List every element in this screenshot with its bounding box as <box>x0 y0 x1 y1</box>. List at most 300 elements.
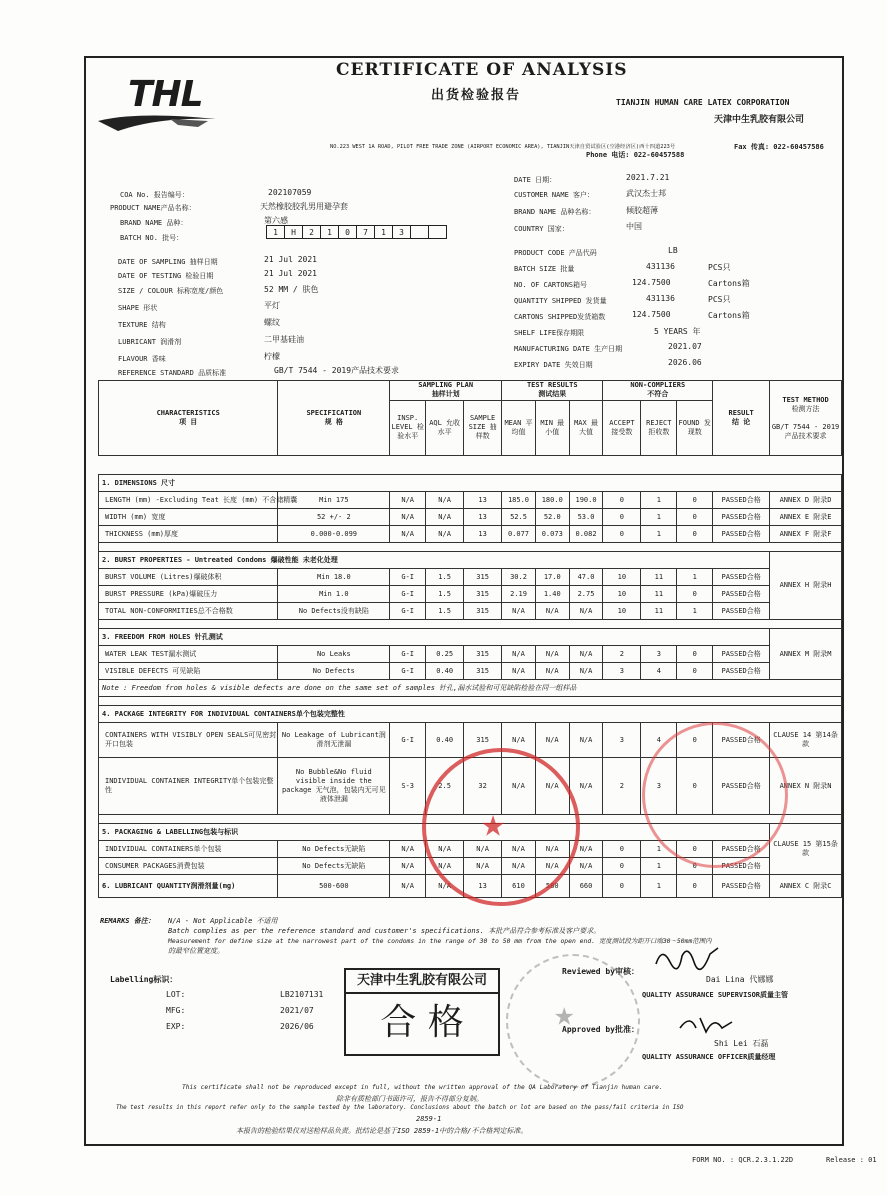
cell-min: 0.073 <box>535 526 569 543</box>
cell-mean: N/A <box>502 758 536 815</box>
cell-spec: No Defects无缺陷 <box>278 841 390 858</box>
cell-sample: N/A <box>464 841 502 858</box>
cell-spec: 500-600 <box>278 875 390 898</box>
footer-line-2: 除非有质检部门书面许可，报告不得部分复制。 <box>336 1095 483 1103</box>
cell-found: 0 <box>677 509 713 526</box>
accept-header: ACCEPT 接受数 <box>603 400 641 455</box>
cell-aql: N/A <box>426 526 464 543</box>
spacer-row <box>99 697 842 706</box>
standard-note: 产品技术要求 <box>784 431 827 440</box>
cell-insp: N/A <box>390 858 426 875</box>
cell-insp: G-I <box>390 646 426 663</box>
cell-max: 660 <box>569 875 603 898</box>
cell-accept: 10 <box>603 569 641 586</box>
cell-spec: No Defects <box>278 663 390 680</box>
info-label: EXPIRY DATE 失效日期 <box>514 361 593 369</box>
header-text: SPECIFICATION <box>306 409 362 417</box>
cell-max: N/A <box>569 663 603 680</box>
cell-result: PASSED合格 <box>713 509 770 526</box>
cell-mean: 610 <box>502 875 536 898</box>
form-number: FORM NO. : QCR.2.3.1.22D <box>692 1156 794 1164</box>
approver-title: QUALITY ASSURANCE OFFICER质量经理 <box>642 1053 776 1061</box>
cell-found: 1 <box>677 603 713 620</box>
reviewer-signature-icon <box>652 942 722 972</box>
cell-accept: 0 <box>603 492 641 509</box>
batch-char: 7 <box>357 226 375 239</box>
cell-max: 0.082 <box>569 526 603 543</box>
cell-aql: 0.40 <box>426 663 464 680</box>
cell-max: N/A <box>569 858 603 875</box>
cell-sample: 32 <box>464 758 502 815</box>
cell-sample: 315 <box>464 663 502 680</box>
date-value: 2021.7.21 <box>626 173 670 182</box>
info-label: NO. OF CARTONS箱号 <box>514 281 588 289</box>
cell-spec: 0.000-0.099 <box>278 526 390 543</box>
thl-logo: THL <box>128 74 203 115</box>
cell-min: 580 <box>535 875 569 898</box>
cell-accept: 2 <box>603 758 641 815</box>
cell-spec: 52 +/- 2 <box>278 509 390 526</box>
table-row <box>99 526 842 543</box>
header-text: RESULT <box>728 409 754 417</box>
info-label: REFERENCE STANDARD 品质标准 <box>118 369 227 377</box>
cell-name: 6. LUBRICANT QUANTITY润滑剂量(mg) <box>99 875 278 898</box>
cell-name: BURST PRESSURE (kPa)爆破压力 <box>99 586 278 603</box>
cell-found: 0 <box>677 723 713 758</box>
cell-reject: 3 <box>641 758 677 815</box>
table-row <box>99 603 842 620</box>
info-value: LB <box>668 246 678 255</box>
cell-insp: N/A <box>390 509 426 526</box>
cell-insp: G-I <box>390 663 426 680</box>
footer-line-4: 2859-1 <box>416 1115 442 1123</box>
customer-name-value: 武汉杰士邦 <box>626 189 666 198</box>
cell-aql: 0.25 <box>426 646 464 663</box>
cell-reject: 11 <box>641 603 677 620</box>
cell-found: 0 <box>677 492 713 509</box>
cell-reject: 11 <box>641 569 677 586</box>
cell-accept: 3 <box>603 723 641 758</box>
cell-insp: N/A <box>390 526 426 543</box>
country-label: COUNTRY 国家： <box>514 225 569 233</box>
table-row <box>99 663 842 680</box>
footer-line-5: 本报告的检验结果仅对送检样品负责。批结论是基于ISO 2859-1中的合格/不合格判定标准。 <box>236 1127 528 1135</box>
note-row <box>99 680 842 697</box>
cell-found: 0 <box>677 858 713 875</box>
header-text: CHARACTERISTICS <box>156 409 220 417</box>
cell-sample: 13 <box>464 526 502 543</box>
cell-min: 180.0 <box>535 492 569 509</box>
info-value: 5 YEARS 年 <box>654 327 701 336</box>
cell-found: 0 <box>677 875 713 898</box>
label-lot-value: LB2107131 <box>280 990 324 999</box>
cell-aql: 1.5 <box>426 603 464 620</box>
cell-accept: 0 <box>603 526 641 543</box>
qc-pass-stamp <box>344 968 500 1056</box>
section-title-row <box>99 475 842 492</box>
info-label: SIZE / COLOUR 标称宽度/颜色 <box>118 287 224 295</box>
cell-result: PASSED合格 <box>713 492 770 509</box>
qc-stamp-company: 天津中生乳胶有限公司 <box>346 970 498 994</box>
cell-name: CONTAINERS WITH VISIBLY OPEN SEALS可见密封开口包装 <box>99 723 278 758</box>
header-text-cn: 规 格 <box>324 418 343 426</box>
company-fax: Fax 传真: 022-60457586 <box>734 143 824 151</box>
cell-spec: No Defects没有缺陷 <box>278 603 390 620</box>
cell-mean: 2.19 <box>502 586 536 603</box>
seal-star-icon: ★ <box>481 800 506 846</box>
characteristics-header <box>99 381 278 456</box>
company-phone: Phone 电话: 022-60457588 <box>586 151 685 159</box>
label-exp-label: EXP: <box>166 1022 186 1031</box>
cell-mean: 185.0 <box>502 492 536 509</box>
header-text-cn: 测试结果 <box>538 390 567 399</box>
label-lot-label: LOT: <box>166 990 186 999</box>
cell-result: PASSED合格 <box>713 723 770 758</box>
cell-aql: N/A <box>426 841 464 858</box>
cell-aql: N/A <box>426 875 464 898</box>
cell-accept: 3 <box>603 663 641 680</box>
table-row <box>99 586 842 603</box>
approved-by-label: Approved by批准： <box>562 1025 639 1034</box>
cell-reject: 1 <box>641 841 677 858</box>
info-unit: Cartons箱 <box>708 311 750 320</box>
brand-name-right-value: 倾胶超薄 <box>626 206 658 215</box>
section-title-row <box>99 552 842 569</box>
cell-max: N/A <box>569 646 603 663</box>
section-title: 4. PACKAGE INTEGRITY FOR INDIVIDUAL CONTAINERS单个包装完整性 <box>99 706 842 723</box>
reviewer-name: Dai Lina 代娜娜 <box>706 975 774 984</box>
cell-mean: N/A <box>502 603 536 620</box>
mean-header: MEAN 平均值 <box>502 400 536 455</box>
cell-spec: Min 1.0 <box>278 586 390 603</box>
batch-char: 2 <box>303 226 321 239</box>
cell-sample: 315 <box>464 586 502 603</box>
cell-reject: 4 <box>641 723 677 758</box>
section-title-row <box>99 706 842 723</box>
cell-found: 0 <box>677 646 713 663</box>
reviewed-by-label: Reviewed by审核： <box>562 967 639 976</box>
cell-insp: G-I <box>390 586 426 603</box>
cell-accept: 0 <box>603 858 641 875</box>
cell-reject: 1 <box>641 858 677 875</box>
info-value: 21 Jul 2021 <box>264 269 317 278</box>
info-value: 21 Jul 2021 <box>264 255 317 264</box>
date-label: DATE 日期： <box>514 176 557 184</box>
cell-insp: N/A <box>390 841 426 858</box>
grey-seal-star-icon: ★ <box>554 994 575 1034</box>
cell-min: N/A <box>535 646 569 663</box>
cell-method: ANNEX M 附录M <box>770 629 842 680</box>
non-compliers-header <box>603 381 713 401</box>
cell-reject: 1 <box>641 526 677 543</box>
cell-name: CONSUMER PACKAGES消费包装 <box>99 858 278 875</box>
cell-sample: N/A <box>464 858 502 875</box>
batch-char: 1 <box>267 226 285 239</box>
info-value: GB/T 7544 - 2019产品技术要求 <box>274 366 400 375</box>
remarks-line: N/A - Not Applicable 不适用 <box>168 917 278 925</box>
footer-line-3: The test results in this report refer only to the sample tested by the laboratory. Conclusions about the batch or lot are based on the pass/fail criteria in ISO <box>116 1105 684 1111</box>
header-text-cn: 抽样计划 <box>431 390 460 399</box>
info-unit: PCS只 <box>708 295 731 304</box>
cell-spec: No Bubble&No fluid visible inside the package 无气泡，包装内无可见液体泄漏 <box>278 758 390 815</box>
page-title: CERTIFICATE OF ANALYSIS <box>336 60 628 80</box>
info-unit: Cartons箱 <box>708 279 750 288</box>
cell-result: PASSED合格 <box>713 875 770 898</box>
cell-reject: 1 <box>641 509 677 526</box>
spacer-row <box>99 620 842 629</box>
header-text: NON-COMPLIERS <box>630 381 686 390</box>
info-value: 平灯 <box>264 301 280 310</box>
section-title: 1. DIMENSIONS 尺寸 <box>99 475 842 492</box>
cell-aql: N/A <box>426 858 464 875</box>
section-title-row <box>99 629 842 646</box>
info-value: 431136 <box>646 294 675 303</box>
cell-insp: S-3 <box>390 758 426 815</box>
cell-insp: G-I <box>390 569 426 586</box>
customer-name-label: CUSTOMER NAME 客户： <box>514 191 595 199</box>
red-seal-stamp-right <box>642 722 788 868</box>
brand-name-value: 第六感 <box>264 216 288 225</box>
cell-reject: 1 <box>641 875 677 898</box>
cell-sample: 315 <box>464 723 502 758</box>
info-value: 124.7500 <box>632 278 671 287</box>
sample-size-header: SAMPLE SIZE 抽样数 <box>464 400 502 455</box>
cell-aql: 2.5 <box>426 758 464 815</box>
cell-result: PASSED合格 <box>713 586 770 603</box>
specification-header <box>278 381 390 456</box>
cell-result: PASSED合格 <box>713 646 770 663</box>
batch-char: 1 <box>321 226 339 239</box>
cell-insp: G-I <box>390 603 426 620</box>
cell-min: N/A <box>535 758 569 815</box>
certificate-sheet <box>84 56 844 1146</box>
cell-mean: 0.077 <box>502 526 536 543</box>
info-label: DATE OF SAMPLING 抽样日期 <box>118 258 218 266</box>
cell-max: 53.0 <box>569 509 603 526</box>
info-value: 2026.06 <box>668 358 702 367</box>
batch-char: 1 <box>375 226 393 239</box>
label-exp-value: 2026/06 <box>280 1022 314 1031</box>
info-label: DATE OF TESTING 检验日期 <box>118 272 214 280</box>
product-name-label: PRODUCT NAME产品名称： <box>110 204 196 212</box>
cell-accept: 10 <box>603 586 641 603</box>
reject-header: REJECT 拒收数 <box>641 400 677 455</box>
cell-spec: No Defects无缺陷 <box>278 858 390 875</box>
remarks-label: REMARKS 备注： <box>100 917 155 925</box>
cell-name: TOTAL NON-CONFORMITIES总不合格数 <box>99 603 278 620</box>
batch-char: H <box>285 226 303 239</box>
header-text: TEST METHOD <box>782 395 829 404</box>
cell-accept: 10 <box>603 603 641 620</box>
brand-name-label: BRAND NAME 品种： <box>120 219 188 227</box>
cell-result: PASSED合格 <box>713 858 770 875</box>
cell-mean: N/A <box>502 663 536 680</box>
cell-spec: No Leakage of Lubricant润滑剂无泄漏 <box>278 723 390 758</box>
info-label: SHELF LIFE保存期限 <box>514 329 585 337</box>
cell-name: INDIVIDUAL CONTAINER INTEGRITY单个包装完整性 <box>99 758 278 815</box>
cell-min: N/A <box>535 603 569 620</box>
cell-aql: N/A <box>426 509 464 526</box>
label-mfg-label: MFG: <box>166 1006 186 1015</box>
cell-reject: 11 <box>641 586 677 603</box>
cell-reject: 1 <box>641 492 677 509</box>
cell-method: ANNEX F 附录F <box>770 526 842 543</box>
cell-name: WIDTH (mm) 宽度 <box>99 509 278 526</box>
cell-name: VISIBLE DEFECTS 可见缺陷 <box>99 663 278 680</box>
cell-result: PASSED合格 <box>713 841 770 858</box>
cell-result: PASSED合格 <box>713 569 770 586</box>
approver-name: Shi Lei 石磊 <box>714 1039 769 1048</box>
cell-accept: 0 <box>603 875 641 898</box>
approver-signature-icon <box>676 1010 736 1036</box>
remarks-line: Measurement for define size at the narrowest part of the condoms in the range of 30 to 50 mm from the open end. 宽度测试段为距开口端30～50mm范围内 <box>168 937 712 945</box>
info-value: 柠檬 <box>264 352 280 361</box>
cell-accept: 0 <box>603 509 641 526</box>
result-header <box>713 381 770 456</box>
cell-mean: 30.2 <box>502 569 536 586</box>
found-header: FOUND 发现数 <box>677 400 713 455</box>
info-label: TEXTURE 结构 <box>118 321 166 329</box>
cell-min: N/A <box>535 663 569 680</box>
cell-found: 0 <box>677 526 713 543</box>
cell-max: 47.0 <box>569 569 603 586</box>
header-text: SAMPLING PLAN <box>418 381 474 390</box>
footer-line-1: This certificate shall not be reproduced except in full, without the written approval of the QA Laboratory of Tianjin human care. <box>182 1084 663 1091</box>
cell-max: 190.0 <box>569 492 603 509</box>
brand-name-right-label: BRAND NAME 品种名称： <box>514 208 596 216</box>
info-value: 52 MM / 肤色 <box>264 285 319 294</box>
section-title: 3. FREEDOM FROM HOLES 针孔测试 <box>99 629 770 646</box>
cell-aql: N/A <box>426 492 464 509</box>
cell-max: N/A <box>569 758 603 815</box>
cell-found: 0 <box>677 758 713 815</box>
cell-result: PASSED合格 <box>713 758 770 815</box>
cell-method: CLAUSE 15 第15条款 <box>770 824 842 875</box>
cell-min: 17.0 <box>535 569 569 586</box>
cell-mean: N/A <box>502 723 536 758</box>
section-note: Note : Freedom from holes & visible defects are done on the same set of samples 针孔,漏水试验和可见缺陷检验在同一组样品 <box>99 680 842 697</box>
product-name-value: 天然橡胶胶乳男用避孕套 <box>260 202 348 211</box>
cell-accept: 2 <box>603 646 641 663</box>
cell-method: ANNEX C 附录C <box>770 875 842 898</box>
company-address: NO.223 WEST 1A ROAD, PILOT FREE TRADE ZONE (AIRPORT ECONOMIC AREA), TIANJIN天津自贸试验区(空港经济区)西十四道223号 <box>330 144 676 150</box>
test-method-header <box>770 381 842 456</box>
min-header: MIN 最小值 <box>535 400 569 455</box>
info-value: 431136 <box>646 262 675 271</box>
cell-sample: 13 <box>464 509 502 526</box>
batch-char: 0 <box>339 226 357 239</box>
labelling-title: Labelling标识： <box>110 975 178 984</box>
info-label: QUANTITY SHIPPED 发货量 <box>514 297 607 305</box>
info-unit: PCS只 <box>708 263 731 272</box>
cell-aql: 1.5 <box>426 569 464 586</box>
info-label: MANUFACTURING DATE 生产日期 <box>514 345 623 353</box>
table-row <box>99 569 842 586</box>
cell-min: N/A <box>535 858 569 875</box>
cell-sample: 13 <box>464 875 502 898</box>
cell-min: 52.0 <box>535 509 569 526</box>
cell-method: ANNEX E 附录E <box>770 509 842 526</box>
info-label: BATCH SIZE 批量 <box>514 265 575 273</box>
logo-swoosh-icon <box>98 113 218 133</box>
cell-method: ANNEX D 附录D <box>770 492 842 509</box>
cell-mean: N/A <box>502 858 536 875</box>
cell-found: 0 <box>677 586 713 603</box>
cell-max: 2.75 <box>569 586 603 603</box>
cell-name: BURST VOLUME (Litres)爆破体积 <box>99 569 278 586</box>
cell-max: N/A <box>569 603 603 620</box>
cell-result: PASSED合格 <box>713 526 770 543</box>
table-header-row <box>99 381 842 401</box>
header-text-cn: 不符合 <box>647 390 669 399</box>
info-label: CARTONS SHIPPED发货箱数 <box>514 313 606 321</box>
cell-name: INDIVIDUAL CONTAINERS单个包装 <box>99 841 278 858</box>
cell-accept: 0 <box>603 841 641 858</box>
info-value: 二甲基硅油 <box>264 335 304 344</box>
header-text-cn: 项 目 <box>179 418 198 426</box>
company-name-en: TIANJIN HUMAN CARE LATEX CORPORATION <box>616 98 790 107</box>
cell-result: PASSED合格 <box>713 603 770 620</box>
info-label: SHAPE 形状 <box>118 304 158 312</box>
page-title-cn: 出货检验报告 <box>431 88 522 103</box>
cell-spec: Min 18.0 <box>278 569 390 586</box>
info-label: PRODUCT CODE 产品代码 <box>514 249 597 257</box>
cell-insp: G-I <box>390 723 426 758</box>
remarks-line: Batch complies as per the reference standard and customer's specifications. 本批产品符合参考标准及客户要求。 <box>168 927 601 935</box>
label-mfg-value: 2021/07 <box>280 1006 314 1015</box>
sampling-plan-header <box>390 381 502 401</box>
cell-sample: 13 <box>464 492 502 509</box>
insp-level-header: INSP. LEVEL 检验水平 <box>390 400 426 455</box>
remarks-line: 的最窄位置宽度。 <box>168 947 224 955</box>
table-row <box>99 492 842 509</box>
cell-spec: Min 175 <box>278 492 390 509</box>
coa-no-value: 202107059 <box>268 188 312 197</box>
release-number: Release : 01 <box>826 1156 877 1164</box>
country-value: 中国 <box>626 222 642 231</box>
spacer-row <box>99 543 842 552</box>
header-text: TEST RESULTS <box>526 381 578 390</box>
cell-reject: 3 <box>641 646 677 663</box>
header-text-cn: 检测方法 <box>791 404 820 413</box>
table-row <box>99 646 842 663</box>
cell-result: PASSED合格 <box>713 663 770 680</box>
info-label: FLAVOUR 香味 <box>118 355 166 363</box>
cell-name: LENGTH (mm) -Excluding Teat 长度 (mm) 不含储精囊 <box>99 492 278 509</box>
cell-min: N/A <box>535 723 569 758</box>
cell-reject: 4 <box>641 663 677 680</box>
cell-insp: N/A <box>390 492 426 509</box>
cell-method: ANNEX N 附录N <box>770 758 842 815</box>
cell-sample: 315 <box>464 603 502 620</box>
header-text-cn: 结 论 <box>732 418 751 426</box>
info-label: LUBRICANT 润滑剂 <box>118 338 182 346</box>
cell-name: THICKNESS (mm)厚度 <box>99 526 278 543</box>
cell-found: 0 <box>677 663 713 680</box>
batch-char: 3 <box>393 226 411 239</box>
cell-min: 1.40 <box>535 586 569 603</box>
cell-spec: No Leaks <box>278 646 390 663</box>
cell-mean: N/A <box>502 841 536 858</box>
info-value: 2021.07 <box>668 342 702 351</box>
spacer-row <box>99 456 842 475</box>
cell-found: 0 <box>677 841 713 858</box>
cell-aql: 0.40 <box>426 723 464 758</box>
section-title: 5. PACKAGING & LABELLING包装与标识 <box>99 824 770 841</box>
batch-no-boxes <box>266 225 447 239</box>
cell-mean: 52.5 <box>502 509 536 526</box>
reviewer-title: QUALITY ASSURANCE SUPERVISOR质量主管 <box>642 991 789 999</box>
